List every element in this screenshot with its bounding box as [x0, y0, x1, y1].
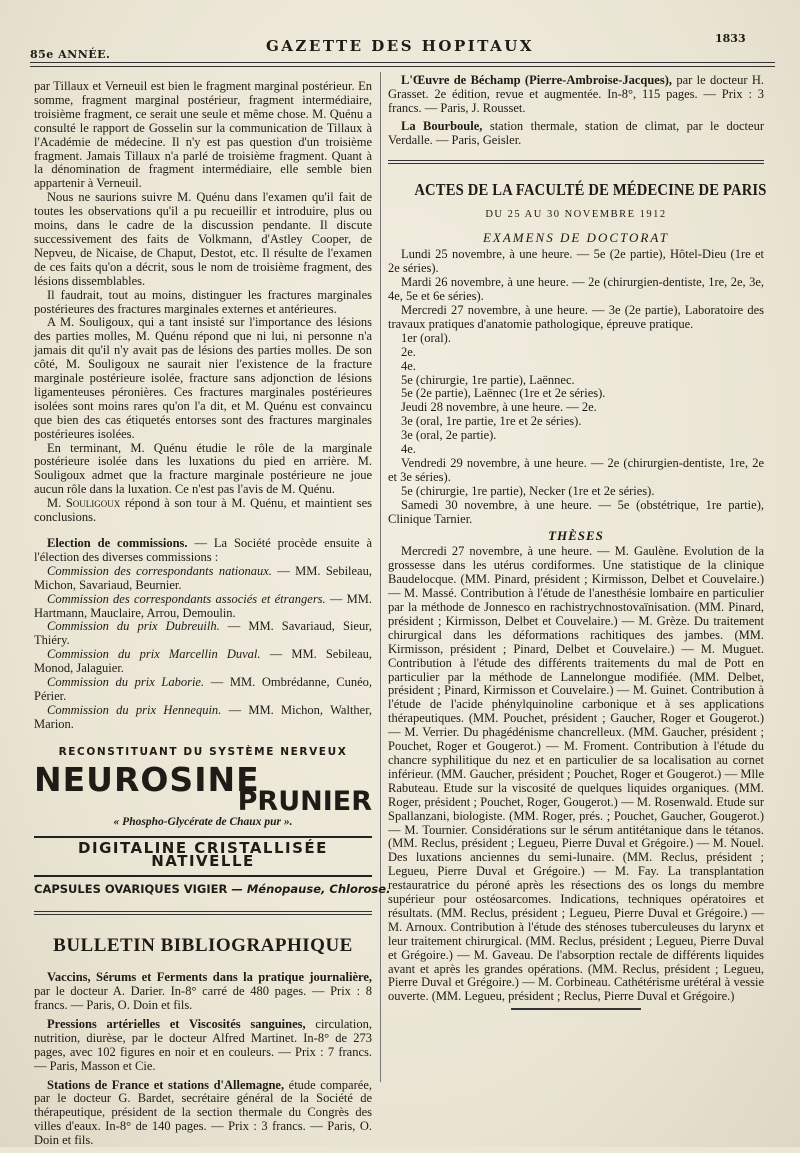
journal-title: GAZETTE DES HOPITAUX: [265, 37, 534, 55]
biblio-title: L'Œuvre de Béchamp (Pierre-Ambroise-Jacques),: [401, 73, 672, 87]
advert-rule: [34, 836, 372, 838]
exam-line: 2e.: [401, 344, 416, 359]
commission-members: — MM. Ombrédanne, Cunéo, Périer.: [34, 675, 372, 703]
actes-heading: ACTES DE LA FACULTÉ DE MÉDECINE DE PARIS: [414, 179, 767, 199]
exam-line: 3e (oral, 1re partie, 1re et 2e séries).: [401, 414, 582, 429]
biblio-list: [34, 971, 372, 1148]
commission-label: Commission des correspondants nationaux.: [47, 563, 272, 578]
exam-line: Mercredi 27 novembre, à une heure. — 3e (2e partie), Laboratoire des travaux pratiques d'anatomie pathologique, épreuve pratique.: [388, 302, 764, 331]
header-rule-2: [30, 66, 775, 67]
end-ornament: [511, 1008, 641, 1010]
right-column: [388, 73, 767, 1010]
capsules-brand: CAPSULES OVARIQUES VIGIER: [34, 882, 228, 897]
biblio-details: étude comparée, par le docteur G. Bardet, secrétaire général de la Société de thérapeutique, président de la section thermale du Congrès des villes d'eaux. In-8° de 140 pages. — Prix : 3 francs. — Paris, O. Doin et fils.: [34, 1077, 372, 1148]
commission-entry: [34, 648, 372, 676]
biblio-title: La Bourboule,: [401, 118, 483, 133]
section-rule: [388, 160, 764, 164]
biblio-title: Stations de France et stations d'Allemagne,: [47, 1077, 285, 1092]
theses-heading: THÈSES: [548, 528, 604, 544]
advert-subtitle: « Phospho-Glycérate de Chaux pur ».: [113, 815, 293, 828]
exam-line: Lundi 25 novembre, à une heure. — 5e (2e partie), Hôtel-Dieu (1re et 2e séries).: [388, 247, 764, 276]
column-divider: [380, 72, 381, 1082]
exam-line: Vendredi 29 novembre, à une heure. — 2e (chirurgien-dentiste, 1re, 2e et 3e séries).: [388, 455, 764, 484]
commission-members: — MM. Sebileau, Monod, Jalaguier.: [34, 647, 373, 676]
commission-label: Commission du prix Hennequin.: [47, 702, 222, 717]
exam-line: 3e (oral, 2e partie).: [401, 428, 497, 443]
advert-rule: [34, 875, 372, 877]
paragraph: par Tillaux et Verneuil est bien le fragment marginal postérieur. En somme, fragment marginal postérieur, fragment intermédiaire, troisième fragment, ce serait une seule et même chose. M. Quénu a consulté le rapport de Gosselin sur la communication de Tillaux à l'Académie de médecine. Il n'y est pas question d'un troisième fragment. Jamais Tillaux n'a parlé de troisième fragment. Quant à la dénomination de fragment intermédiaire, elle semble bien appartenir à Verneuil.: [34, 79, 372, 191]
exam-list: [388, 248, 764, 526]
biblio-entry: [34, 1079, 372, 1149]
volume-year: 85e ANNÉE.: [30, 48, 111, 61]
biblio-entry: [34, 971, 372, 1013]
commission-members: — MM. Sebileau, Michon, Savariaud, Beurnier.: [34, 563, 372, 592]
exam-line: 5e (2e partie), Laënnec (1re et 2e séries).: [401, 386, 606, 401]
advert-digitaline: DIGITALINE CRISTALLISÉE NATIVELLE: [78, 838, 328, 871]
exam-line: 5e (chirurgie, 1re partie), Necker (1re et 2e séries).: [401, 483, 655, 498]
left-column: [34, 79, 391, 1153]
exam-line: Mardi 26 novembre, à une heure. — 2e (chirurgien-dentiste, 1re, 2e, 3e, 4e, 5e et 6e séries).: [388, 275, 764, 304]
biblio-entry: [34, 1018, 372, 1074]
page-number: 1833: [715, 32, 746, 45]
biblio-title: Vaccins, Sérums et Ferments dans la pratique journalière,: [47, 970, 372, 985]
commission-entry: [34, 565, 372, 593]
election-heading: Election de commissions.: [47, 536, 188, 550]
reply-text: répond à son tour à M. Quénu, et maintient ses conclusions.: [34, 496, 372, 525]
exams-heading: EXAMENS DE DOCTORAT: [482, 230, 670, 246]
paragraph: Nous ne saurions suivre M. Quénu dans l'examen qu'il fait de toutes les observations qu'il a pu recueillir et introduire, plus ou moins, dans le cadre de la discussion pendante. Il discute successivement des faits de Volkmann, d'Astley Cooper, de Nepveu, de Nicaise, de Chaput, Destot, etc. Il résulte de l'examen de ces faits qu'on a décrit, sous le nom de troisième fragment, des lésions dissemblables.: [34, 190, 372, 288]
commission-list: [34, 565, 372, 732]
advert-maker: PRUNIER: [237, 785, 372, 817]
exam-line: Jeudi 28 novembre, à une heure. — 2e.: [401, 400, 597, 415]
biblio-heading: BULLETIN BIBLIOGRAPHIQUE: [53, 935, 353, 957]
exam-line: 1er (oral).: [401, 330, 451, 345]
exam-line: 5e (chirurgie, 1re partie), Laënnec.: [401, 372, 575, 387]
biblio-details: station thermale, station de climat, par le docteur Verdalle. — Paris, Geisler.: [388, 118, 764, 147]
biblio-details: par le docteur H. Grasset. 2e édition, revue et augmentée. In-8°, 115 pages. — Prix : 3 francs. — Paris, J. Rousset.: [388, 73, 764, 115]
biblio-details: circulation, nutrition, diurèse, par le docteur Alfred Martinet. In-8° de 273 pages, avec 102 figures en noir et en couleurs. — Prix : 7 francs. — Paris, Masson et Cie.: [34, 1016, 372, 1073]
election-paragraph: [34, 537, 372, 565]
biblio-details: par le docteur A. Darier. In-8° carré de 480 pages. — Prix : 8 francs. — Paris, O. Doin et fils.: [34, 984, 372, 1013]
exam-line: 4e.: [401, 442, 416, 457]
header-rule: [30, 62, 775, 63]
actes-dates: DU 25 AU 30 NOVEMBRE 1912: [485, 208, 667, 220]
paragraph: En terminant, M. Quénu étudie le rôle de la marginale postérieure isolée dans les luxations du pied en arrière. M. Souligoux admet que la fracture marginale postérieure ne joue aucun rôle dans la luxation. Ce n'est pas l'avis de M. Quénu.: [34, 440, 372, 497]
biblio-title: Pressions artérielles et Viscosités sanguines,: [47, 1016, 306, 1031]
speaker-name: M. Souligoux: [47, 496, 121, 511]
paragraph: Il faudrait, tout au moins, distinguer les fractures marginales postérieures des fractures marginales externes et antérieures.: [34, 287, 372, 316]
biblio-list-continued: [388, 74, 764, 148]
commission-members: — MM. Hartmann, Mauclaire, Arrou, Demoulin.: [34, 591, 373, 620]
capsules-note: — Ménopause, Chlorose.: [227, 882, 391, 897]
biblio-entry: [388, 120, 764, 148]
biblio-entry: [388, 74, 764, 116]
commission-label: Commission du prix Laborie.: [47, 675, 205, 690]
paragraph: A M. Souligoux, qui a tant insisté sur l'importance des lésions des parties molles, M. Quénu répond que ni lui, ni personne n'a jamais dit qu'il n'y avait pas de lésions des parties molles. De son côté, M. Souligoux ne saurait nier l'existence de la fracture marginale postérieure isolée, fracture sans adjonction de lésions ligamenteuses péronières. Ces fractures marginales postérieures isolées sont moins rares qu'on l'a dit, et M. Quénu est convaincu que bien des cas étiquetés entorses sont des fractures marginales postérieures isolées.: [34, 315, 372, 441]
exam-line: 4e.: [401, 358, 416, 373]
advert-tagline: RECONSTITUANT DU SYSTÈME NERVEUX: [58, 745, 348, 758]
commission-members: — MM. Michon, Walther, Marion.: [34, 702, 372, 731]
theses-text: Mercredi 27 novembre, à une heure. — M. Gaulène. Evolution de la grossesse dans les utérus cordiformes. Une statistique de la clinique Baudelocque. (MM. Pinard, président ; Kirmisson, Delbet et Couvelaire.) — M. Massé. Contribution à l'étude de l'anesthésie lombaire en particulier par la méthode de Jonnesco en rachistrychnostovaïnisation. (MM. Pinard, président ; Kirmisson, Delbet et Couvelaire.) — M. Grèze. Du traitement chirurgical dans les déformations rachitiques des jambes. (MM. Kirmisson, président ; Pinard, Delbet et Couvelaire.) — M. Muguet. Contribution à l'étude des différents traitements du mal de Pott en particulier par la méthode de Lannelongue modifiée. (MM. Delbet, président ; Pinard, Kirmisson et Couvelaire.) — M. Guinet. Contribution à l'étude de l'acide phénylquinoline carbonique et à ses applications thérapeutiques. (MM. Pouchet, président ; Gaucher, Roger et Gougerot.) — M. Verrier. Du phagédénisme chancrelleux. (MM. Gaucher, président ; Pouchet, Roger et Gougerot.) — M. Froment. Contribution à l'étude du chancre syphilitique du nez et en particulier de sa localisation au cornet inférieur. (MM. Gaucher, président ; Pouchet, Roger et Gougerot.) — Mlle Rabuteau. Etude sur la viscosité de quelques liquides organiques. (MM. Roger, président ; Pouchet, Roger, Gougerot.) — M. Rosenwald. Etude sur Spallanzani, biologiste. (MM. Roger, prés. ; Pouchet, Gaucher, Gougerot.) — M. Tournier. Considérations sur le sérum antitétanique dans le tétanos. (MM. Reclus, président ; Legueu, Pierre Duval et Grégoire.) — M. Nouel. Des luxations anciennes du semi-lunaire. (MM. Reclus, président ; Legueu, Pierre Duval et Grégoire.) — M. Fay. La transplantation restauratrice du péroné après les résections des os longs du membre supérieur pour ostéosarcomes. Indications, techniques opératoires et résultats. (MM. Reclus, président ; Legueu, Pierre Duval et Grégoire.) — M. Arnoux. Contribution à l'étude des sténoses tuberculeuses du larynx et leur traitement chirurgical. (MM. Reclus, président ; Legueu, Pierre Duval et Grégoire.) — M. Gaveau. De l'absorption rectale de différents liquides avant et après les grandes opérations. (MM. Reclus, président ; Legueu, Pierre Duval et Grégoire.) — M. Corbineau. Cathétérisme urétéral à vessie ouverte. (MM. Legueu, président ; Reclus, Pierre Duval et Grégoire.): [388, 544, 764, 1004]
advert-brand: NEUROSINE: [34, 759, 260, 799]
section-rule: [34, 911, 372, 915]
commission-label: Commission du prix Dubreuilh.: [47, 619, 220, 634]
exam-line: Samedi 30 novembre, à une heure. — 5e (obstétrique, 1re partie), Clinique Tarnier.: [388, 497, 764, 526]
commission-entry: [34, 704, 372, 732]
commission-entry: [34, 593, 372, 621]
commission-label: Commission des correspondants associés et étrangers.: [47, 591, 326, 606]
commission-entry: [34, 620, 372, 648]
commission-members: — MM. Savariaud, Sieur, Thiéry.: [34, 619, 372, 648]
election-intro: — La Société procède ensuite à l'élection des diverses commissions :: [34, 536, 372, 564]
advert-capsules: [34, 882, 391, 897]
commission-label: Commission du prix Marcellin Duval.: [47, 647, 261, 662]
reply-paragraph: [34, 497, 372, 525]
commission-entry: [34, 676, 372, 704]
